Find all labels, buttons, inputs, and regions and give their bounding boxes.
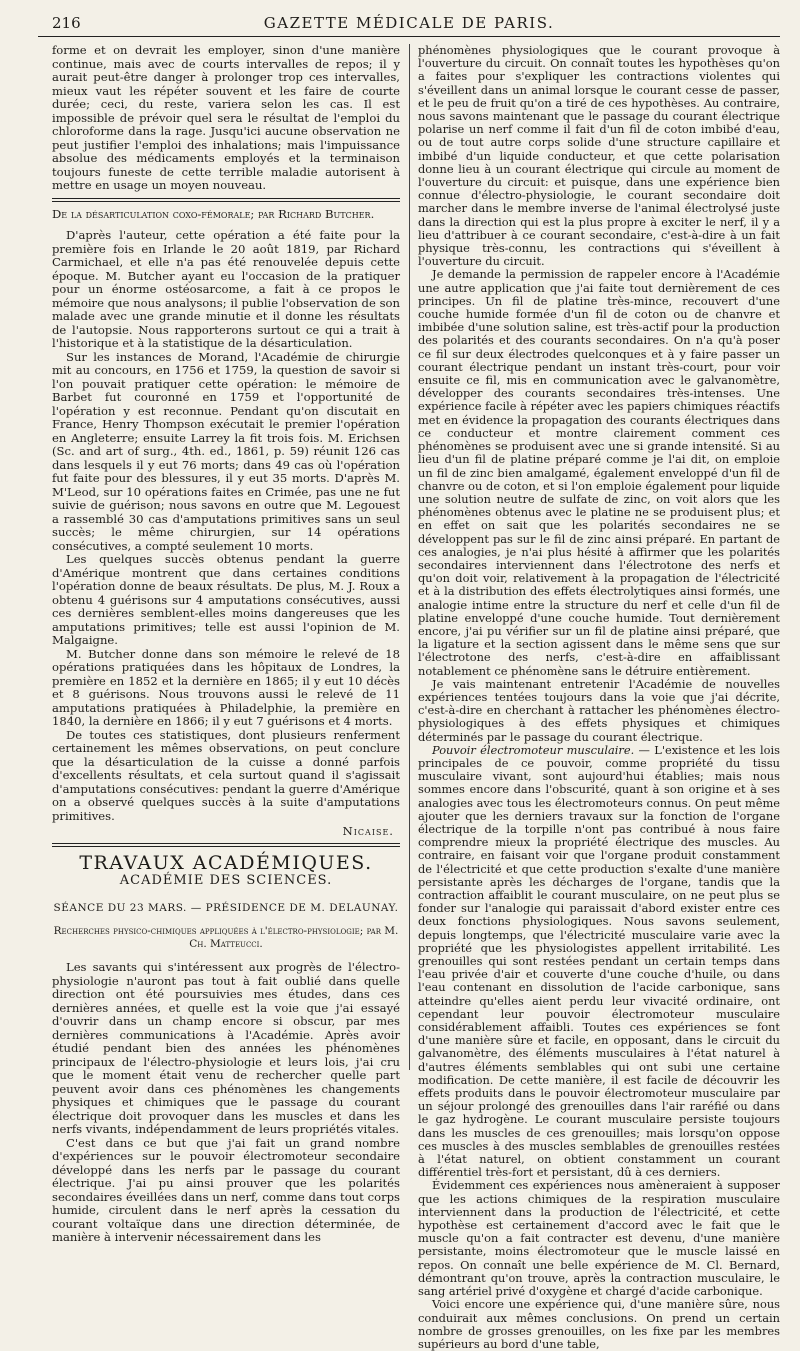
column-divider	[409, 44, 410, 1070]
page-header	[38, 10, 780, 37]
paragraph: forme et on devrait les employer, sinon d'une manière continue, mais avec de courts intervalles de repos; il y aurait peut-être danger à prolonger trop ces intervalles, mieux vaut les répéter souvent et les faire de courte durée; ceci, du reste, variera selon les cas. Il est impossible de prévoir quel sera le résultat de l'emploi du chloroforme dans la rage. Jusqu'ici aucune observation ne peut justifier l'emploi des inhalations; mais l'impuissance absolue des médicaments employés et la terminaison toujours funeste de cette terrible maladie autorisent à mettre en usage un moyen nouveau.	[52, 43, 400, 192]
paragraph: Les savants qui s'intéressent aux progrès de l'électro-physiologie n'auront pas tout à fait oublié dans quelle direction ont été poursuivies mes études, dans ces dernières années, et quelle est la voie que j'ai essayé d'ouvrir dans un champ encore si obscur, par mes dernières communications à l'Académie. Après avoir étudié pendant bien des années les phénomènes principaux de l'électro-physiologie et leurs lois, j'ai cru que le moment était venu de rechercher quelle part peuvent avoir dans ces phénomènes les changements physiques et chimiques que le passage du courant électrique doit provoquer dans les muscles et dans les nerfs vivants, indépendamment de leurs propriétés vitales.	[52, 960, 400, 1136]
running-title: GAZETTE MÉDICALE DE PARIS.	[263, 14, 555, 32]
section-rule	[52, 843, 400, 847]
session-heading: SÉANCE DU 23 MARS. — PRÉSIDENCE DE M. DELAUNAY.	[53, 901, 399, 914]
article-heading: Recherches physico-chimiques appliquées à l'électro-physiologie; par M. Ch. Matteucci.	[53, 925, 399, 950]
page-number: 216	[52, 14, 81, 32]
paragraph: Je vais maintenant entretenir l'Académie de nouvelles expériences tentées toujours dans la voie que j'ai décrite, c'est-à-dire en cherchant à rattacher les phénomènes électro-physiologiques à des effets physiques et chimiques déterminés par le passage du courant électrique.	[418, 676, 780, 744]
paragraph	[418, 744, 780, 1180]
paragraph: Les quelques succès obtenus pendant la guerre d'Amérique montrent que dans certaines conditions l'opération donne de beaux résultats. De plus, M. J. Roux a obtenu 4 guérisons sur 4 amputations consécutives, aussi ces dernières semblent-elles moins dangereuses que les amputations primitives; telle est aussi l'opinion de M. Malgaigne.	[52, 552, 400, 647]
paragraph: Voici encore une expérience qui, d'une manière sûre, nous conduirait aux mêmes conclusions. On prend un certain nombre de grosses grenouilles, on les fixe par les membres supérieurs au bord d'une table,	[418, 1297, 780, 1351]
paragraph: Sur les instances de Morand, l'Académie de chirurgie mit au concours, en 1756 et 1759, la question de savoir si l'on pouvait pratiquer cette opération: le mémoire de Barbet fut couronné en 1759 et l'opportunité de l'opération y est reconnue. Pendant qu'on discutait en France, Henry Thompson exécutait le premier l'opération en Angleterre; ensuite Larrey la fit trois fois. M. Erichsen (Sc. and art of surg., 4th. ed., 1861, p. 59) réunit 126 cas dans lesquels il y eut 76 morts; dans 49 cas où l'opération fut faite pour des blessures, il y eut 35 morts. D'après M. M'Leod, sur 10 opérations faites en Crimée, pas une ne fut suivie de guérison; nous savons en outre que M. Legouest a rassemblé 30 cas d'amputations primitives sans un seul succès; le même chirurgien, sur 14 opérations consécutives, a compté seulement 10 morts.	[52, 349, 400, 553]
academy-heading: ACADÉMIE DES SCIENCES.	[119, 873, 333, 888]
paragraph: De toutes ces statistiques, dont plusieurs renferment certainement les mêmes observations, on peut conclure que la désarticulation de la cuisse a donné parfois d'excellents résultats, et cela surtout quand il s'agissait d'amputations consécutives: pendant la guerre d'Amérique on a observé quelques succès à la suite d'amputations primitives.	[52, 727, 400, 823]
section-title: TRAVAUX ACADÉMIQUES.	[79, 851, 373, 874]
left-column	[52, 43, 400, 1244]
paragraph: Je demande la permission de rappeler encore à l'Académie une autre application que j'ai faite tout dernièrement de ces principes. Un fil de platine très-mince, recouvert d'une couche humide formée d'un fil de coton ou de chanvre et imbibée d'une solution saline, est très-actif pour la production des polarités et des courants secondaires. On n'a qu'à poser ce fil sur deux électrodes quelconques et à y faire passer un courant électrique pendant un instant très-court, pour voir ensuite ce fil, mis en communication avec le galvanomètre, développer des courants secondaires très-intenses. Une expérience facile à répéter avec les papiers chimiques réactifs met en évidence la propagation des courants électriques dans ce conducteur et montre clairement comment ces phénomènes se produisent avec une si grande intensité. Si au lieu d'un fil de platine préparé comme je l'ai dit, on emploie un fil de zinc bien amalgamé, également enveloppé d'un fil de chanvre ou de coton, et si l'on emploie également pour liquide une solution neutre de sulfate de zinc, on voit alors que les phénomènes obtenus avec le platine ne se produisent plus; et en effet on sait que les polarités secondaires ne se développent pas sur le fil de zinc ainsi préparé. En partant de ces analogies, je n'ai plus hésité à affirmer que les polarités secondaires interviennent dans l'électrotone des nerfs et qu'on doit voir, relativement à la propagation de l'électricité et à la distribution des effets électrolytiques ainsi formés, une analogie intime entre la structure du nerf et celle d'un fil de platine enveloppé d'une couche humide. Tout dernièrement encore, j'ai pu vérifier sur un fil de platine ainsi préparé, que la ligature et la section agissent dans le même sens que sur l'électrotone des nerfs, c'est-à-dire en affaiblissant notablement ce phénomène sans le détruire entièrement.	[418, 267, 780, 678]
right-column	[418, 43, 780, 1351]
subheading-label: Pouvoir électromoteur musculaire.	[432, 742, 635, 757]
signature: Nicaise.	[342, 824, 394, 838]
paragraph: C'est dans ce but que j'ai fait un grand nombre d'expériences sur le pouvoir électromoteur secondaire développé dans les nerfs par le passage du courant électrique. J'ai pu ainsi prouver que les polarités secondaires éveillées dans un nerf, comme dans tout corps humide, circulent dans le nerf après la cessation du courant voltaïque dans une direction déterminée, de manière à intervenir nécessairement dans les	[52, 1135, 400, 1244]
paragraph: M. Butcher donne dans son mémoire le relevé de 18 opérations pratiquées dans les hôpitaux de Londres, la première en 1852 et la dernière en 1865; il y eut 10 décès et 8 guérisons. Nous trouvons aussi le relevé de 11 amputations pratiquées à Philadelphie, la première en 1840, la dernière en 1866; il y eut 7 guérisons et 4 morts.	[52, 646, 400, 728]
separator-rule	[52, 198, 400, 202]
paragraph-text: — L'existence et les lois principales de ce pouvoir, comme propriété du tissu musculaire vivant, sont aujourd'hui établies; mais nous sommes encore dans l'obscurité, quant à son origine et à ses analogies avec tous les électromoteurs connus. On peut même ajouter que les derniers travaux sur la fonction de l'organe électrique de la torpille n'ont pas contribué à nous faire comprendre mieux la propriété électrique des muscles. Au contraire, en faisant voir que l'organe produit constamment de l'électricité et que cette production s'exalte d'une manière persistante après les décharges de l'organe, tandis que la contraction affaiblit le courant musculaire, on ne peut plus se fonder sur l'analogie qui paraissait d'abord exister entre ces deux fonctions physiologiques. Nous savons seulement, depuis longtemps, que l'électricité musculaire varie avec la propriété que les physiologistes appellent irritabilité. Les grenouilles qui sont restées pendant un certain temps dans l'eau privée d'air et couverte d'une couche d'huile, ou dans l'eau contenant en dissolution de l'acide carbonique, sans atteindre qu'elles aient perdu leur vivacité ordinaire, ont cependant leur pouvoir électromoteur musculaire considérablement affaibli. Toutes ces expériences se font d'une manière sûre et facile, en opposant, dans le circuit du galvanomètre, des éléments musculaires à l'état naturel à d'autres éléments semblables qui ont subi une certaine modification. De cette manière, il est facile de découvrir les effets produits dans le pouvoir électromoteur musculaire par un séjour prolongé des grenouilles dans l'air raréfié ou dans le gaz hydrogène. Le courant musculaire persiste toujours dans les muscles de ces grenouilles; mais lorsqu'on oppose ces muscles à des muscles semblables de grenouilles restées à l'état naturel, on obtient constamment un courant différentiel très-fort et persistant, dû à ces derniers.	[418, 742, 780, 1180]
paragraph: D'après l'auteur, cette opération a été faite pour la première fois en Irlande le 20 août 1819, par Richard Carmichael, et elle n'a pas été renouvelée depuis cette époque. M. Butcher ayant eu l'occasion de la pratiquer pour un énorme ostéosarcome, a fait à ce propos le mémoire que nous analysons; il publie l'observation de son malade avec une grande minutie et il donne les résultats de l'autopsie. Nous rapporterons surtout ce qui a trait à l'historique et à la statistique de la désarticulation.	[52, 228, 400, 350]
paragraph: Évidemment ces expériences nous amèneraient à supposer que les actions chimiques de la respiration musculaire interviennent dans la production de l'électricité, et cette hypothèse est certainement d'accord avec le fait que le muscle qu'on a fait contracter est devenu, d'une manière persistante, moins électromoteur que le muscle laissé en repos. On connaît une belle expérience de M. Cl. Bernard, démontrant qu'on trouve, après la contraction musculaire, le sang artériel privé d'oxygène et chargé d'acide carbonique.	[418, 1178, 780, 1299]
article-title: De la désarticulation coxo-fémorale; par Richard Butcher.	[52, 206, 375, 221]
paragraph: phénomènes physiologiques que le courant provoque à l'ouverture du circuit. On connaît toutes les hypothèses qu'on a faites pour s'expliquer les contractions violentes qui s'éveillent dans un animal lorsque le courant cesse de passer, et le peu de fruit qu'on a tiré de ces hypothèses. Au contraire, nous savons maintenant que le passage du courant électrique polarise un nerf comme il fait d'un fil de coton imbibé d'eau, ou de tout autre corps solide d'une structure capillaire et imbibé d'un liquide conducteur, et que cette polarisation donne lieu à un courant électrique qui circule au moment de l'ouverture du circuit: et puisque, dans une expérience bien connue d'électro-physiologie, le courant secondaire doit marcher dans le membre inverse de l'animal électrolysé juste dans la direction qui est la plus propre à exciter le nerf, il y a lieu d'attribuer à ce courant secondaire, c'est-à-dire à un fait physique très-connu, les contractions qui s'éveillent à l'ouverture du circuit.	[418, 43, 780, 269]
